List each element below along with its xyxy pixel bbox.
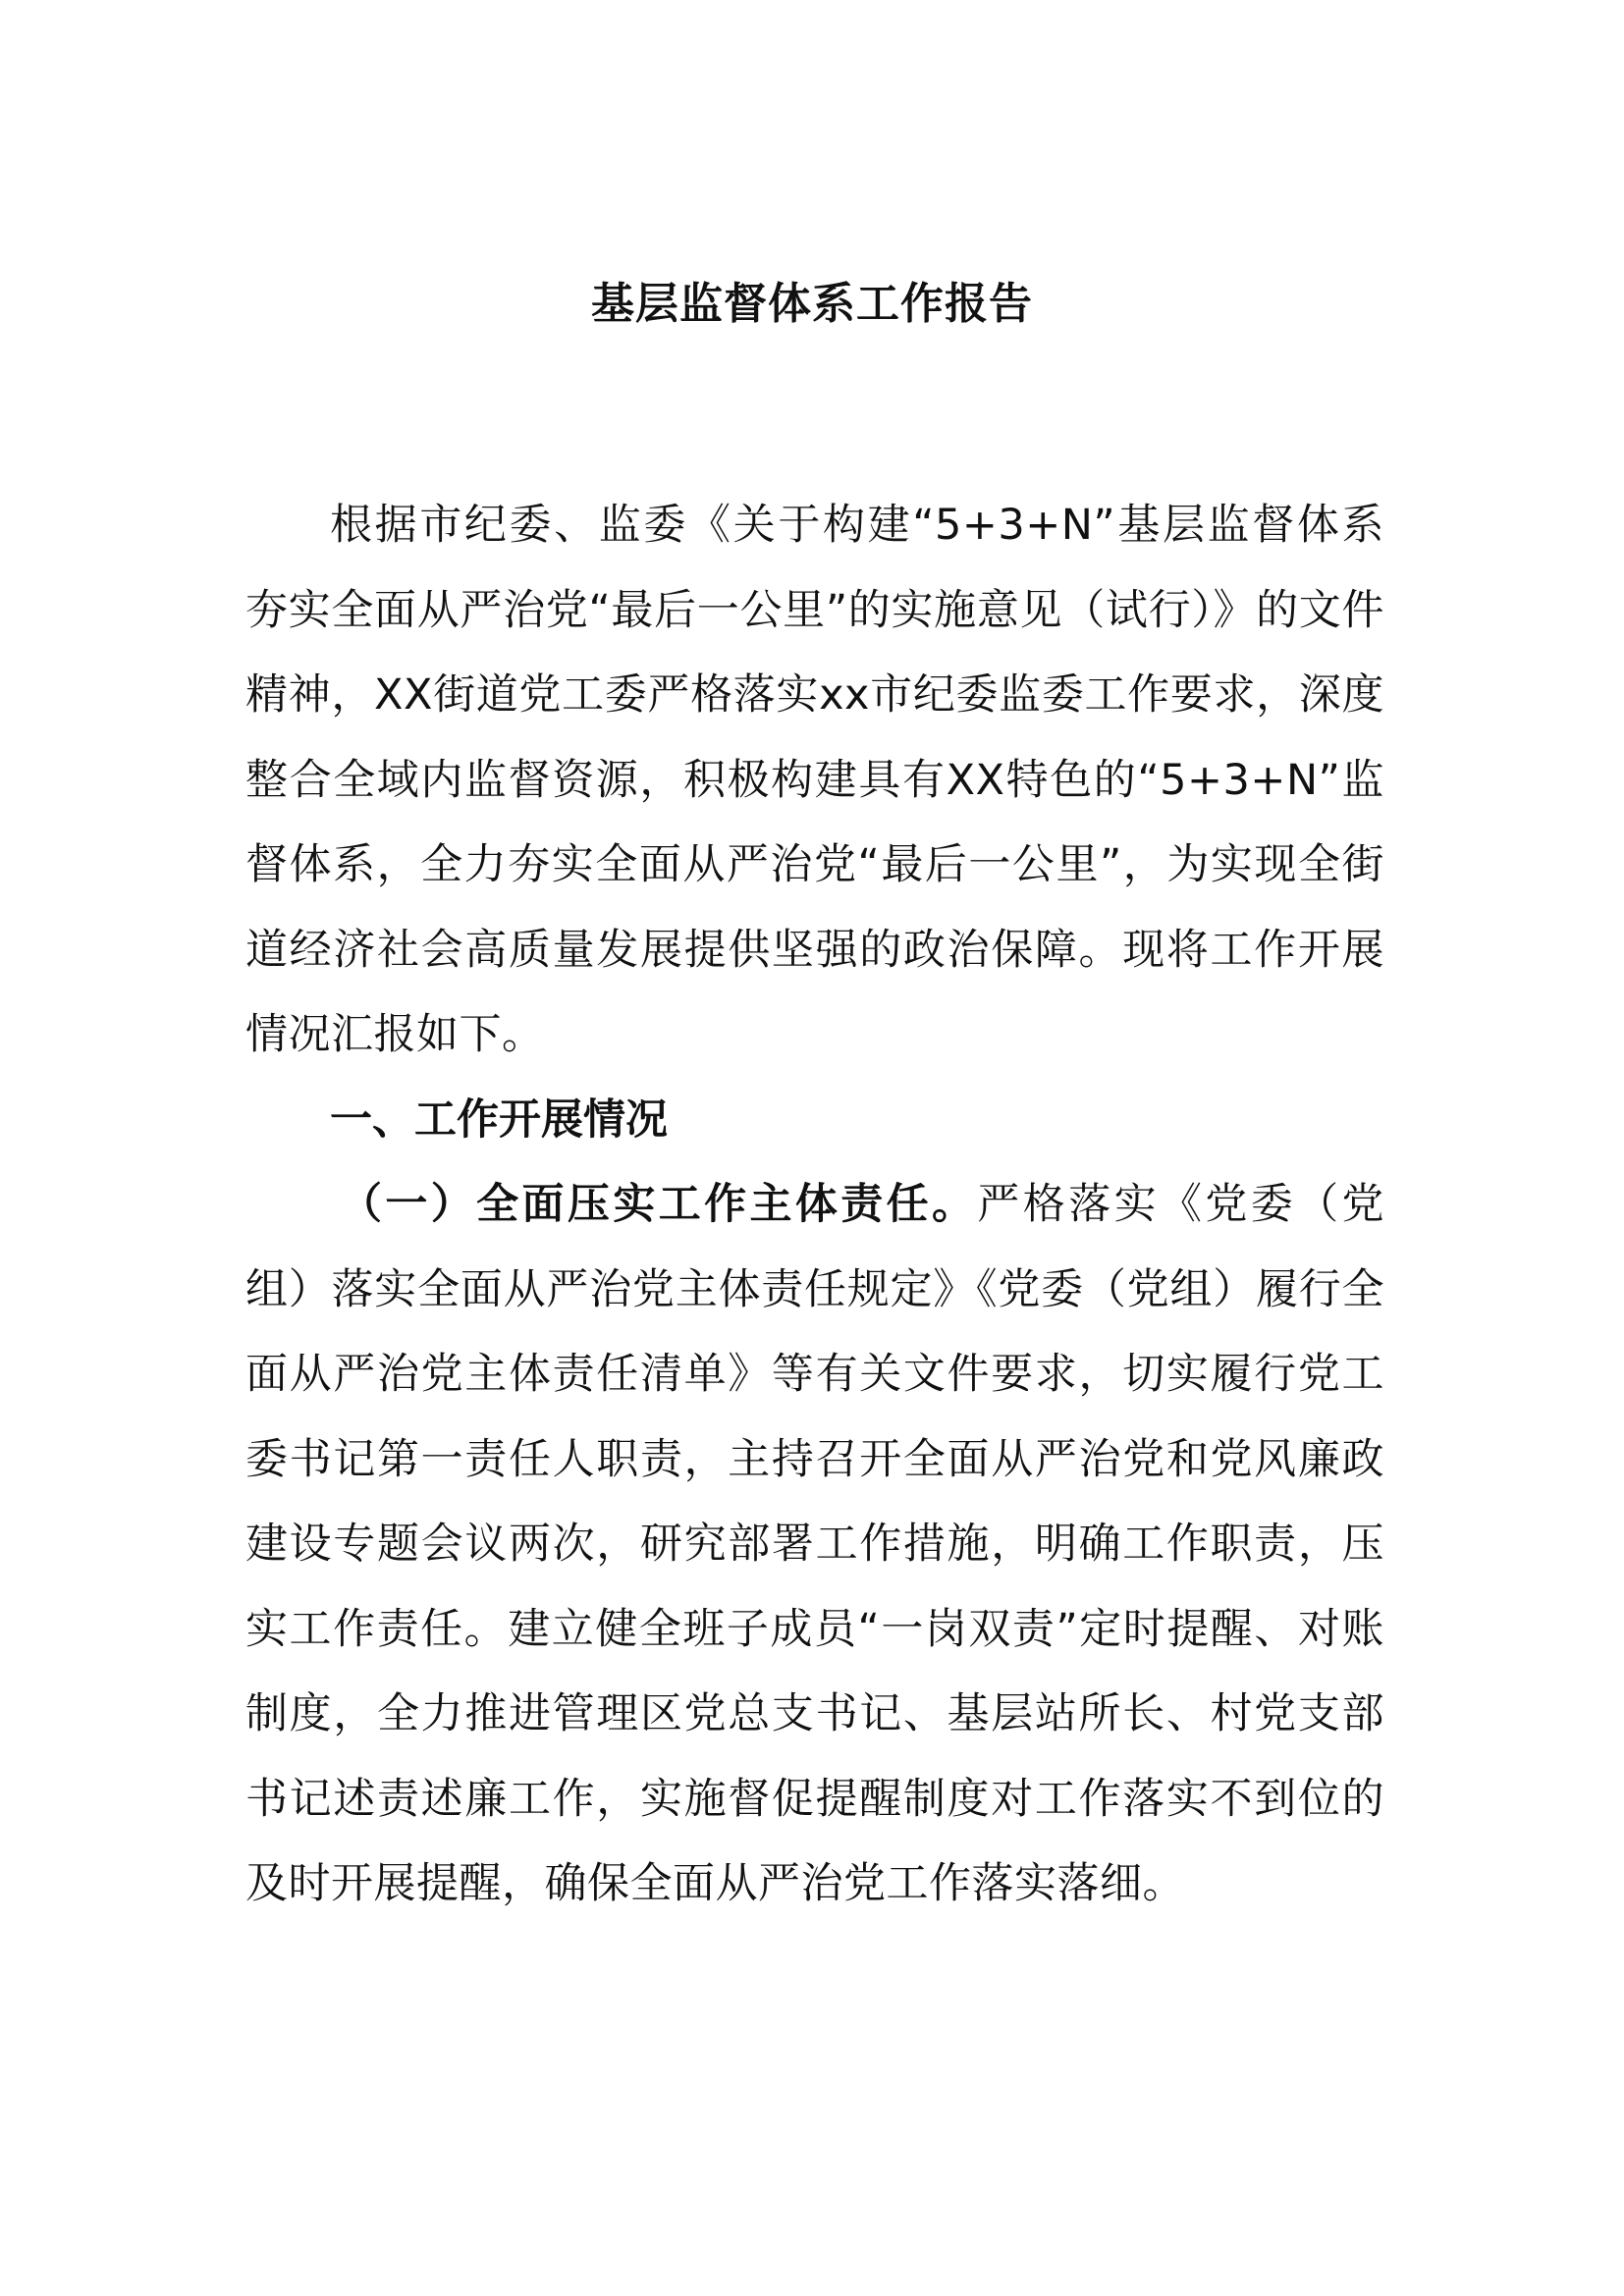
subsection-paragraph [245,1162,1384,1927]
section-heading-work-progress: 一、工作开展情况 [330,1095,668,1145]
intro-paragraph: 根据市纪委、监委《关于构建“5+3+N”基层监督体系夯实全面从严治党“最后一公里”的实施意见（试行）》的文件精神，XX街道党工委严格落实xx市纪委监委工作要求，深度整合全域内监督资源，积极构建具有XX特色的“5+3+N”监督体系，全力夯实全面从严治党“最后一公里”，为实现全街道经济社会高质量发展提供坚强的政治保障。现将工作开展情况汇报如下。 [245,501,1384,1059]
subsection-lead: （一）全面压实工作主体责任。 [340,1180,978,1229]
document-title: 基层监督体系工作报告 [591,279,1033,329]
document-body [245,483,1384,1927]
subsection-text: 严格落实《党委（党组）落实全面从严治党主体责任规定》《党委（党组）履行全面从严治党主体责任清单》等有关文件要求，切实履行党工委书记第一责任人职责，主持召开全面从严治党和党风廉政建设专题会议两次，研究部署工作措施，明确工作职责，压实工作责任。建立健全班子成员“一岗双责”定时提醒、对账制度，全力推进管理区党总支书记、基层站所长、村党支部书记述责述廉工作，实施督促提醒制度对工作落实不到位的及时开展提醒，确保全面从严治党工作落实落细。 [245,1180,1385,1908]
